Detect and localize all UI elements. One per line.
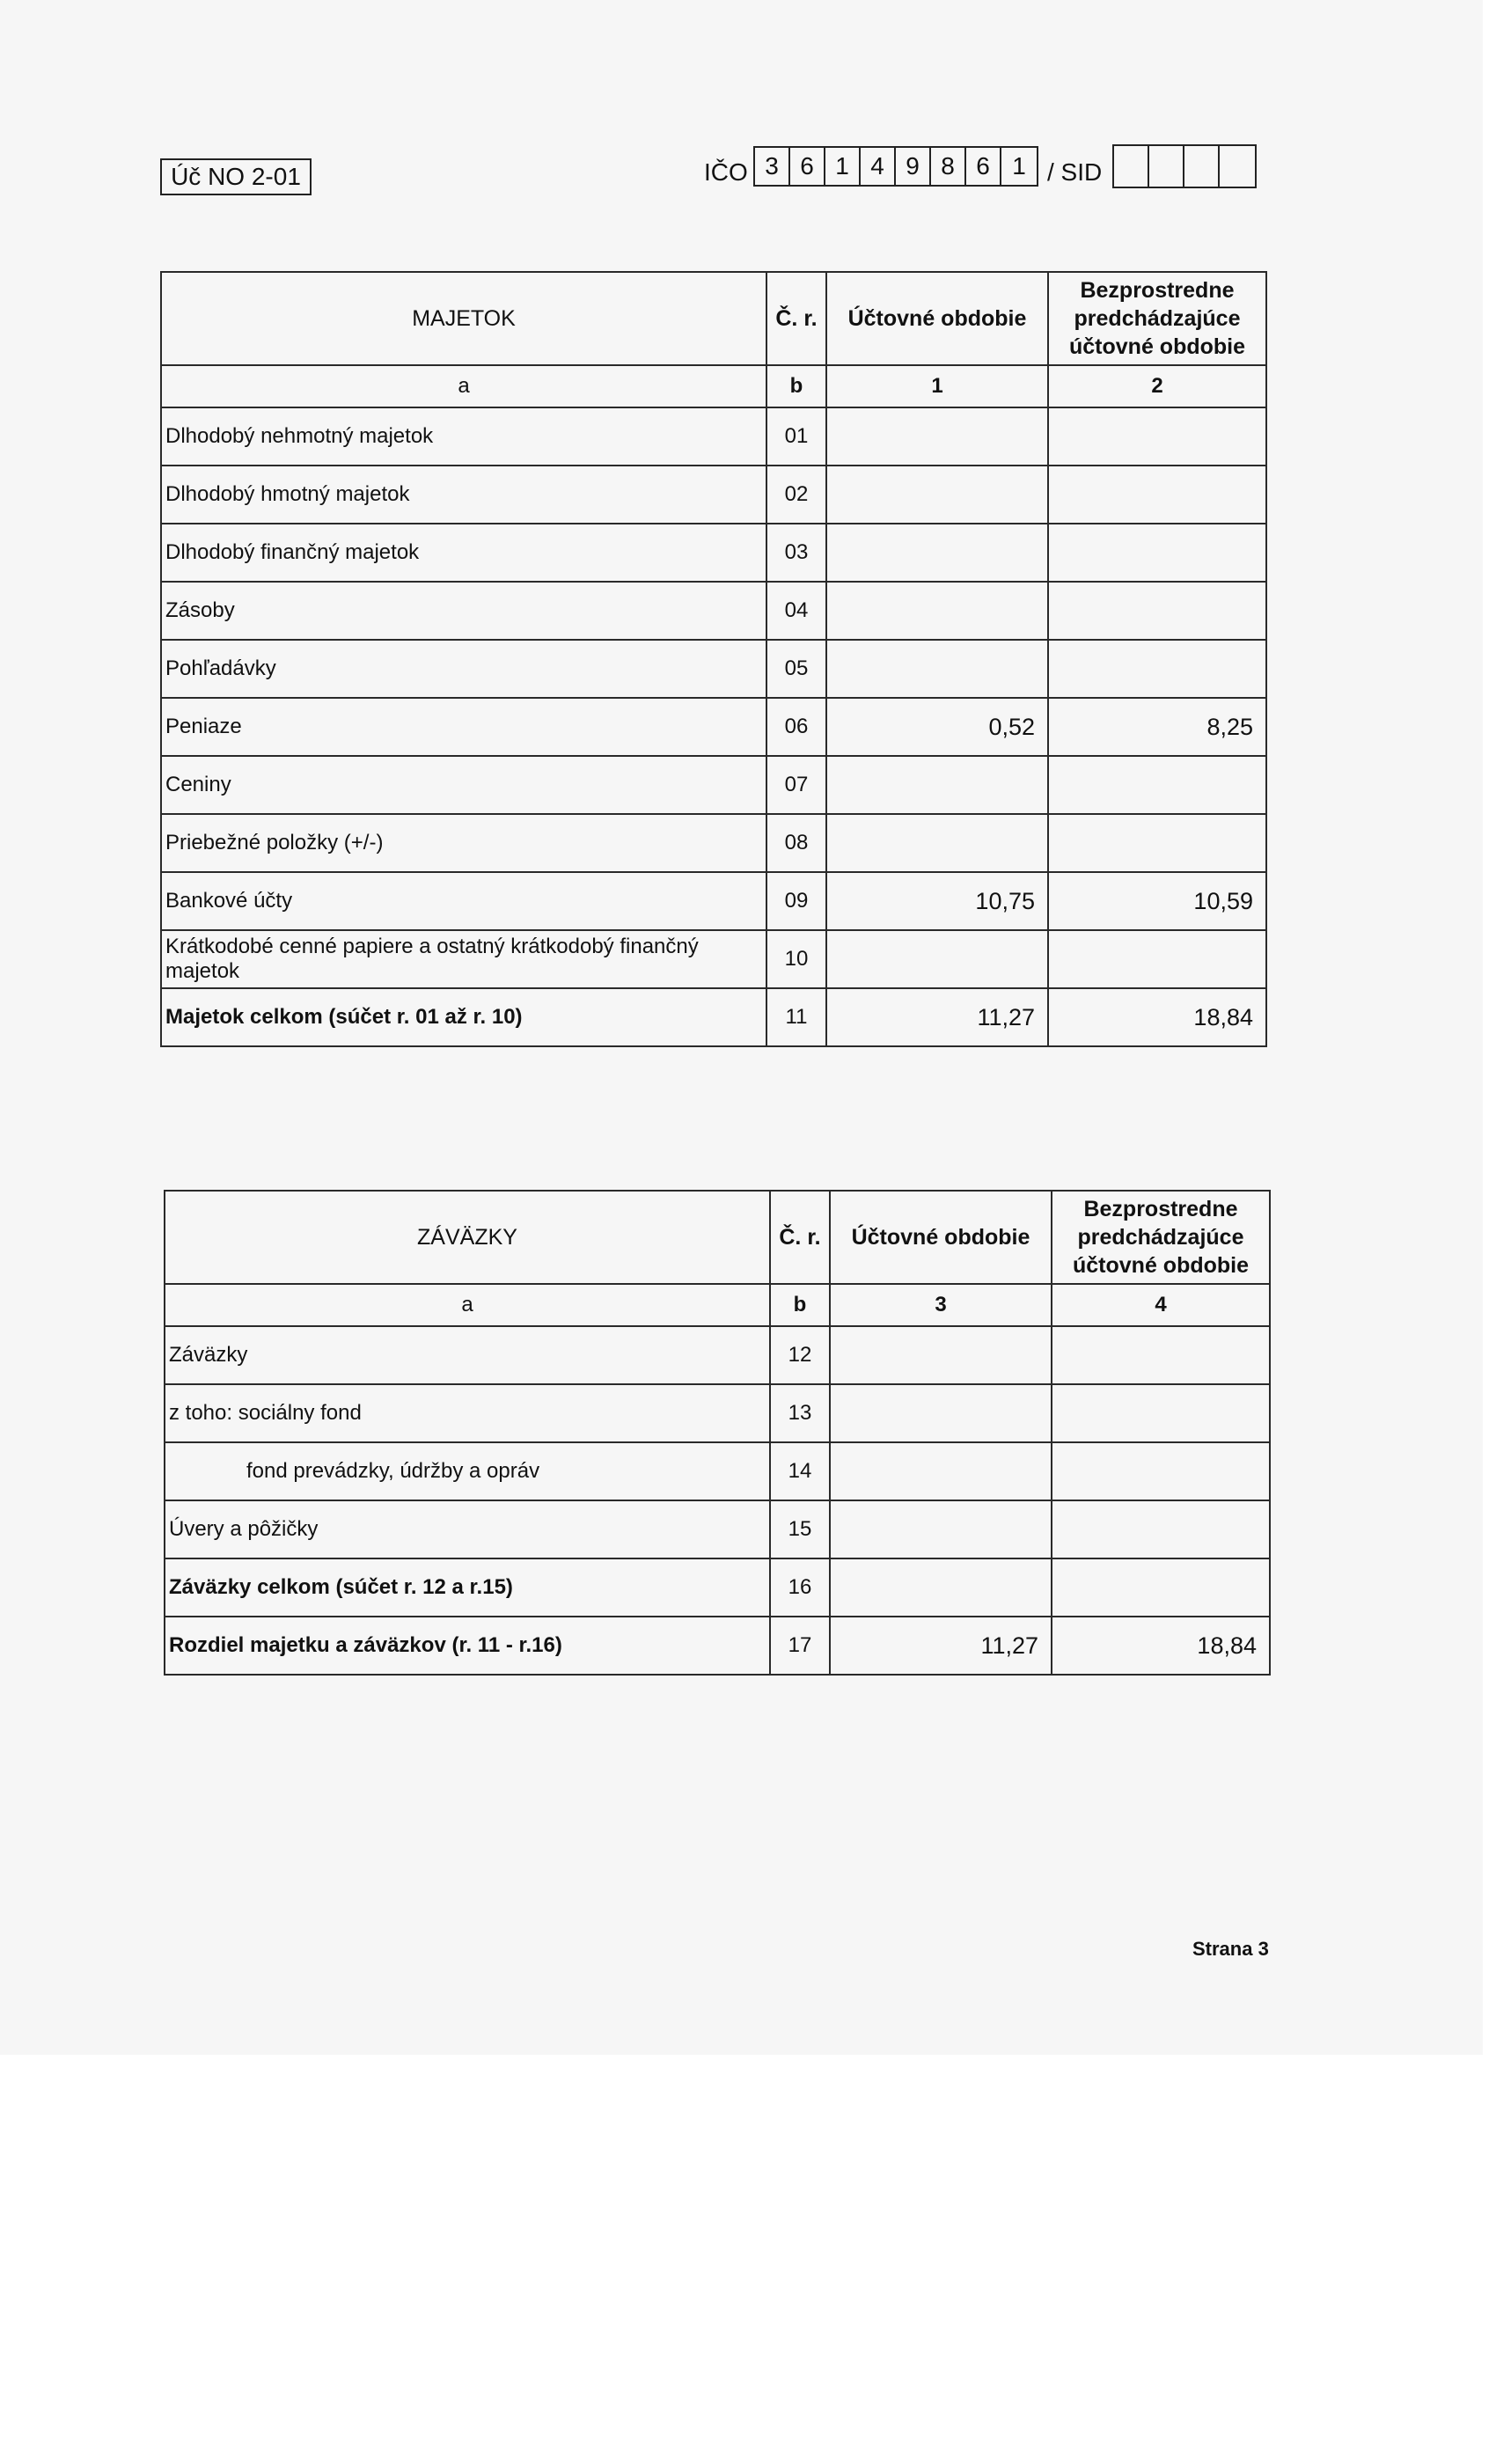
ico-label: IČO: [704, 158, 748, 186]
majetok-subheader-row: [161, 365, 1266, 407]
row-label: Pohľadávky: [161, 640, 766, 698]
table-row-total: [161, 988, 1266, 1046]
zavazky-table: [164, 1190, 1271, 1676]
table-row: [161, 524, 1266, 582]
table-row-total: [165, 1558, 1270, 1617]
row-previous-value: [1048, 524, 1266, 582]
row-number: 06: [766, 698, 826, 756]
row-label: Dlhodobý nehmotný majetok: [161, 407, 766, 466]
row-label: Zásoby: [161, 582, 766, 640]
row-number: 12: [770, 1326, 830, 1384]
row-number: 01: [766, 407, 826, 466]
row-number: 13: [770, 1384, 830, 1442]
row-label: fond prevádzky, údržby a opráv: [165, 1442, 770, 1500]
table-row: [161, 698, 1266, 756]
row-previous-value: [1048, 756, 1266, 814]
row-previous-value: 10,59: [1048, 872, 1266, 930]
row-current-value: [826, 466, 1048, 524]
zavazky-sub-3: 3: [830, 1284, 1052, 1326]
row-previous-value: [1052, 1384, 1270, 1442]
majetok-sub-b: b: [766, 365, 826, 407]
row-label: Majetok celkom (súčet r. 01 až r. 10): [161, 988, 766, 1046]
row-current-value: 11,27: [826, 988, 1048, 1046]
majetok-sub-2: 2: [1048, 365, 1266, 407]
row-current-value: [826, 524, 1048, 582]
row-number: 07: [766, 756, 826, 814]
table-row-difference: [165, 1617, 1270, 1675]
majetok-table: [160, 271, 1267, 1047]
row-label: z toho: sociálny fond: [165, 1384, 770, 1442]
row-current-value: [830, 1558, 1052, 1617]
sid-box: [1114, 146, 1149, 187]
row-current-value: [826, 814, 1048, 872]
row-number: 11: [766, 988, 826, 1046]
ico-digit: 3: [755, 148, 790, 185]
row-current-value: [830, 1500, 1052, 1558]
row-previous-value: 8,25: [1048, 698, 1266, 756]
table-row: [165, 1500, 1270, 1558]
zavazky-sub-4: 4: [1052, 1284, 1270, 1326]
row-label: Ceniny: [161, 756, 766, 814]
zavazky-header-row: [165, 1191, 1270, 1284]
row-previous-value: [1052, 1558, 1270, 1617]
table-row: [161, 756, 1266, 814]
row-previous-value: [1052, 1442, 1270, 1500]
form-code: Úč NO 2-01: [160, 158, 312, 195]
table-row: [165, 1326, 1270, 1384]
row-previous-value: [1048, 814, 1266, 872]
majetok-sub-a: a: [161, 365, 766, 407]
row-number: 15: [770, 1500, 830, 1558]
row-previous-value: [1048, 466, 1266, 524]
row-number: 17: [770, 1617, 830, 1675]
row-number: 03: [766, 524, 826, 582]
zavazky-sub-b: b: [770, 1284, 830, 1326]
row-label: Záväzky celkom (súčet r. 12 a r.15): [165, 1558, 770, 1617]
row-current-value: [826, 640, 1048, 698]
ico-digit: 8: [931, 148, 966, 185]
zavazky-subheader-row: [165, 1284, 1270, 1326]
table-row: [161, 407, 1266, 466]
row-current-value: 11,27: [830, 1617, 1052, 1675]
majetok-header-previous: Bezprostredne predchádzajúce účtovné obdobie: [1048, 272, 1266, 365]
table-row: [161, 466, 1266, 524]
row-number: 10: [766, 930, 826, 988]
zavazky-header-cr: Č. r.: [770, 1191, 830, 1284]
row-label: Úvery a pôžičky: [165, 1500, 770, 1558]
sid-label: / SID: [1047, 158, 1103, 186]
table-row: [165, 1442, 1270, 1500]
row-number: 05: [766, 640, 826, 698]
row-label: Dlhodobý finančný majetok: [161, 524, 766, 582]
row-current-value: [826, 930, 1048, 988]
sid-box: [1149, 146, 1184, 187]
sid-box: [1220, 146, 1255, 187]
ico-digit: 1: [1012, 152, 1026, 180]
ico-digit: 4: [861, 148, 896, 185]
sid-boxes: [1112, 144, 1257, 188]
row-current-value: 0,52: [826, 698, 1048, 756]
row-previous-value: [1048, 582, 1266, 640]
table-row: [161, 930, 1266, 988]
ico-digit: 6: [966, 148, 1001, 185]
row-previous-value: 18,84: [1048, 988, 1266, 1046]
table-row: [165, 1384, 1270, 1442]
row-number: 16: [770, 1558, 830, 1617]
row-number: 02: [766, 466, 826, 524]
ico-digit: 9: [896, 148, 931, 185]
row-number: 08: [766, 814, 826, 872]
row-previous-value: [1048, 407, 1266, 466]
row-current-value: [826, 407, 1048, 466]
majetok-header-cr: Č. r.: [766, 272, 826, 365]
row-current-value: [830, 1326, 1052, 1384]
majetok-header-row: [161, 272, 1266, 365]
zavazky-header-label: ZÁVÄZKY: [165, 1191, 770, 1284]
zavazky-header-previous: Bezprostredne predchádzajúce účtovné obdobie: [1052, 1191, 1270, 1284]
row-current-value: [826, 756, 1048, 814]
table-row: [161, 872, 1266, 930]
ico-digit: 6: [790, 148, 825, 185]
row-previous-value: [1048, 640, 1266, 698]
row-label: Rozdiel majetku a záväzkov (r. 11 - r.16): [165, 1617, 770, 1675]
zavazky-sub-a: a: [165, 1284, 770, 1326]
sid-box: [1184, 146, 1220, 187]
row-current-value: 10,75: [826, 872, 1048, 930]
table-row: [161, 582, 1266, 640]
row-current-value: [826, 582, 1048, 640]
row-label: Priebežné položky (+/-): [161, 814, 766, 872]
row-label: Peniaze: [161, 698, 766, 756]
row-number: 14: [770, 1442, 830, 1500]
row-current-value: [830, 1442, 1052, 1500]
majetok-header-current: Účtovné obdobie: [826, 272, 1048, 365]
row-previous-value: [1052, 1500, 1270, 1558]
row-label: Krátkodobé cenné papiere a ostatný krátkodobý finančný majetok: [161, 930, 766, 988]
row-label: Bankové účty: [161, 872, 766, 930]
row-label: Dlhodobý hmotný majetok: [161, 466, 766, 524]
majetok-sub-1: 1: [826, 365, 1048, 407]
page-number: Strana 3: [1192, 1938, 1269, 1960]
zavazky-header-current: Účtovné obdobie: [830, 1191, 1052, 1284]
ico-digit: 1: [825, 148, 861, 185]
majetok-header-label: MAJETOK: [161, 272, 766, 365]
row-previous-value: 18,84: [1052, 1617, 1270, 1675]
row-previous-value: [1052, 1326, 1270, 1384]
ico-digit-boxes: [753, 146, 1038, 187]
table-row: [161, 640, 1266, 698]
table-row: [161, 814, 1266, 872]
row-number: 04: [766, 582, 826, 640]
row-number: 09: [766, 872, 826, 930]
row-label: Záväzky: [165, 1326, 770, 1384]
row-previous-value: [1048, 930, 1266, 988]
row-current-value: [830, 1384, 1052, 1442]
